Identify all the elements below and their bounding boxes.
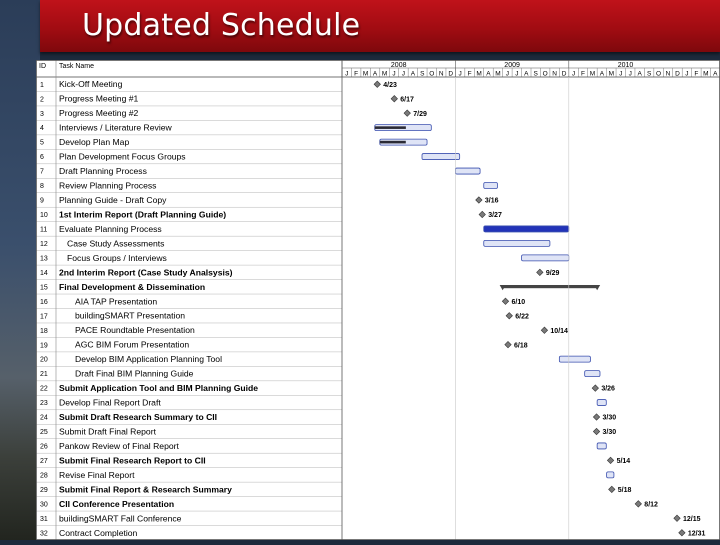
task-name: Develop BIM Application Planning Tool <box>75 354 222 365</box>
milestone-marker <box>607 457 613 463</box>
month-label: A <box>713 70 718 78</box>
month-label: A <box>372 70 378 78</box>
task-name: Submit Draft Final Report <box>59 426 156 437</box>
task-name: Progress Meeting #2 <box>59 108 139 119</box>
milestone-marker <box>635 501 641 507</box>
month-label: D <box>448 70 454 78</box>
column-header-id: ID <box>39 63 46 70</box>
task-id: 16 <box>40 298 48 306</box>
task-bar <box>484 240 550 246</box>
month-label: M <box>362 70 369 78</box>
task-id: 10 <box>40 212 48 220</box>
task-id: 2 <box>40 96 44 104</box>
task-name: Case Study Assessments <box>67 238 165 249</box>
year-label: 2008 <box>390 62 407 69</box>
month-label: F <box>580 70 585 78</box>
task-name: Interviews / Literature Review <box>59 122 172 133</box>
slide-title: Updated Schedule <box>82 8 361 43</box>
summary-bar <box>503 285 598 288</box>
task-name: buildingSMART Fall Conference <box>59 513 182 524</box>
milestone-marker <box>592 385 598 391</box>
task-name: Submit Final Report & Research Summary <box>59 484 232 495</box>
month-label: M <box>703 70 709 78</box>
milestone-label: 12/15 <box>683 515 701 523</box>
task-id: 4 <box>40 125 44 133</box>
month-label: M <box>495 70 501 78</box>
task-bar <box>559 356 590 362</box>
task-id: 20 <box>40 356 48 364</box>
milestone-label: 3/30 <box>602 429 617 437</box>
milestone-label: 6/18 <box>514 342 528 350</box>
milestone-label: 12/31 <box>687 530 706 538</box>
task-name: Develop Final Report Draft <box>59 397 161 408</box>
milestone-label: 6/17 <box>400 96 414 104</box>
task-id: 17 <box>40 313 48 321</box>
task-bar <box>484 226 569 232</box>
milestone-label: 5/18 <box>617 486 632 494</box>
milestone-marker <box>593 414 599 420</box>
milestone-label: 3/27 <box>488 212 502 220</box>
task-progress-bar <box>380 141 406 144</box>
milestone-label: 3/30 <box>602 414 617 422</box>
month-label: J <box>515 70 519 78</box>
task-name: Focus Groups / Interviews <box>67 252 167 263</box>
month-label: J <box>685 70 689 78</box>
milestone-marker <box>404 110 410 116</box>
task-name: Draft Final BIM Planning Guide <box>75 368 194 379</box>
task-id: 3 <box>40 110 44 118</box>
milestone-label: 10/14 <box>550 327 568 335</box>
task-name: Pankow Review of Final Report <box>59 440 179 451</box>
task-id: 19 <box>40 342 48 350</box>
task-id: 26 <box>40 443 48 451</box>
task-id: 7 <box>40 168 44 176</box>
month-label: N <box>665 70 671 78</box>
month-label: A <box>599 70 605 78</box>
month-label: D <box>675 70 680 78</box>
task-name: Review Planning Process <box>59 180 157 191</box>
month-label: A <box>637 70 642 78</box>
task-bar <box>597 443 606 449</box>
month-label: O <box>542 70 548 78</box>
milestone-label: 8/12 <box>644 501 658 509</box>
title-bar <box>40 0 720 52</box>
year-label: 2010 <box>617 62 634 69</box>
task-id: 14 <box>40 269 48 277</box>
month-label: J <box>505 70 509 78</box>
month-label: J <box>571 70 576 78</box>
task-name: Contract Completion <box>59 527 138 538</box>
task-id: 28 <box>40 472 48 480</box>
milestone-label: 4/23 <box>383 81 397 89</box>
task-bar <box>522 255 569 261</box>
month-label: J <box>458 70 462 78</box>
task-bar <box>607 472 614 478</box>
month-label: J <box>401 70 406 78</box>
month-label: A <box>524 70 529 78</box>
task-name: 1st Interim Report (Draft Planning Guide) <box>59 209 227 220</box>
month-label: A <box>486 70 491 78</box>
gantt-panel <box>36 60 720 540</box>
task-name: CII Conference Presentation <box>59 498 175 509</box>
task-progress-bar <box>375 126 406 129</box>
task-bar <box>585 371 600 377</box>
milestone-marker <box>506 313 512 319</box>
month-label: S <box>420 70 425 78</box>
task-id: 11 <box>40 226 48 234</box>
task-name: 2nd Interim Report (Case Study Analsysis) <box>59 267 233 278</box>
month-label: M <box>476 70 482 78</box>
month-label: N <box>438 70 444 78</box>
month-label: N <box>552 70 557 78</box>
task-id: 21 <box>40 371 48 379</box>
month-label: S <box>533 70 538 78</box>
task-id: 24 <box>40 414 48 422</box>
task-name: Submit Final Research Report to CII <box>59 455 206 466</box>
milestone-marker <box>374 81 380 87</box>
milestone-marker <box>505 341 511 347</box>
milestone-label: 9/29 <box>545 269 560 277</box>
task-id: 13 <box>40 255 48 263</box>
task-name: Develop Plan Map <box>59 137 130 148</box>
column-header-task-name: Task Name <box>59 63 95 70</box>
month-label: F <box>467 70 472 78</box>
background-left-strip <box>0 0 40 540</box>
gantt-chart <box>36 60 720 540</box>
milestone-label: 3/26 <box>601 385 615 393</box>
milestone-marker <box>609 486 615 492</box>
milestone-marker <box>476 197 482 203</box>
task-name: Kick-Off Meeting <box>59 79 123 90</box>
task-name: AIA TAP Presentation <box>75 296 158 307</box>
milestone-marker <box>502 298 508 304</box>
task-name: Draft Planning Process <box>59 166 147 177</box>
task-bar <box>455 168 480 174</box>
month-label: O <box>656 70 662 78</box>
task-id: 23 <box>40 400 48 408</box>
milestone-label: 7/29 <box>413 110 427 118</box>
task-id: 27 <box>40 458 48 466</box>
task-id: 15 <box>40 284 48 292</box>
month-label: J <box>628 70 632 78</box>
task-id: 1 <box>40 81 44 89</box>
month-label: J <box>619 70 623 78</box>
task-id: 12 <box>40 240 48 248</box>
task-name: Submit Application Tool and BIM Planning Guide <box>59 383 259 394</box>
month-label: F <box>694 70 699 78</box>
year-label: 2009 <box>504 62 520 69</box>
task-id: 31 <box>40 515 48 523</box>
milestone-label: 6/10 <box>511 298 526 306</box>
task-name: PACE Roundtable Presentation <box>75 325 195 336</box>
milestone-label: 5/14 <box>616 458 631 466</box>
task-name: Revise Final Report <box>59 469 135 480</box>
task-id: 8 <box>40 183 44 191</box>
task-id: 30 <box>40 501 48 509</box>
month-label: A <box>410 70 416 78</box>
task-id: 29 <box>40 486 48 494</box>
month-label: S <box>646 70 652 78</box>
task-id: 6 <box>40 154 44 162</box>
task-id: 22 <box>40 385 48 393</box>
milestone-marker <box>679 530 685 536</box>
milestone-marker <box>537 269 543 275</box>
month-label: J <box>392 70 396 78</box>
task-name: Plan Development Focus Groups <box>59 151 186 162</box>
month-label: M <box>589 70 596 78</box>
month-label: D <box>561 70 567 78</box>
month-label: F <box>354 70 359 78</box>
task-id: 5 <box>40 139 44 147</box>
milestone-marker <box>479 211 485 217</box>
milestone-label: 3/16 <box>484 197 499 205</box>
month-label: M <box>608 70 615 78</box>
month-label: M <box>381 70 388 78</box>
task-id: 25 <box>40 429 48 437</box>
month-label: J <box>345 70 349 78</box>
task-name: AGC BIM Forum Presentation <box>75 339 190 350</box>
task-id: 18 <box>40 327 48 335</box>
milestone-marker <box>391 96 397 102</box>
task-bar <box>422 154 460 160</box>
milestone-marker <box>674 515 680 521</box>
milestone-marker <box>541 327 547 333</box>
task-name: Final Development & Dissemination <box>59 281 206 292</box>
task-id: 32 <box>40 530 48 538</box>
task-name: Evaluate Planning Process <box>59 223 162 234</box>
task-id: 9 <box>40 197 44 205</box>
month-label: O <box>429 70 435 78</box>
task-bar <box>597 400 606 406</box>
task-name: Planning Guide - Draft Copy <box>59 194 167 205</box>
task-name: Submit Draft Research Summary to CII <box>59 412 218 423</box>
task-name: Progress Meeting #1 <box>59 93 139 104</box>
milestone-marker <box>593 428 599 434</box>
milestone-label: 6/22 <box>515 313 529 321</box>
task-name: buildingSMART Presentation <box>75 310 186 321</box>
task-bar <box>484 183 498 189</box>
